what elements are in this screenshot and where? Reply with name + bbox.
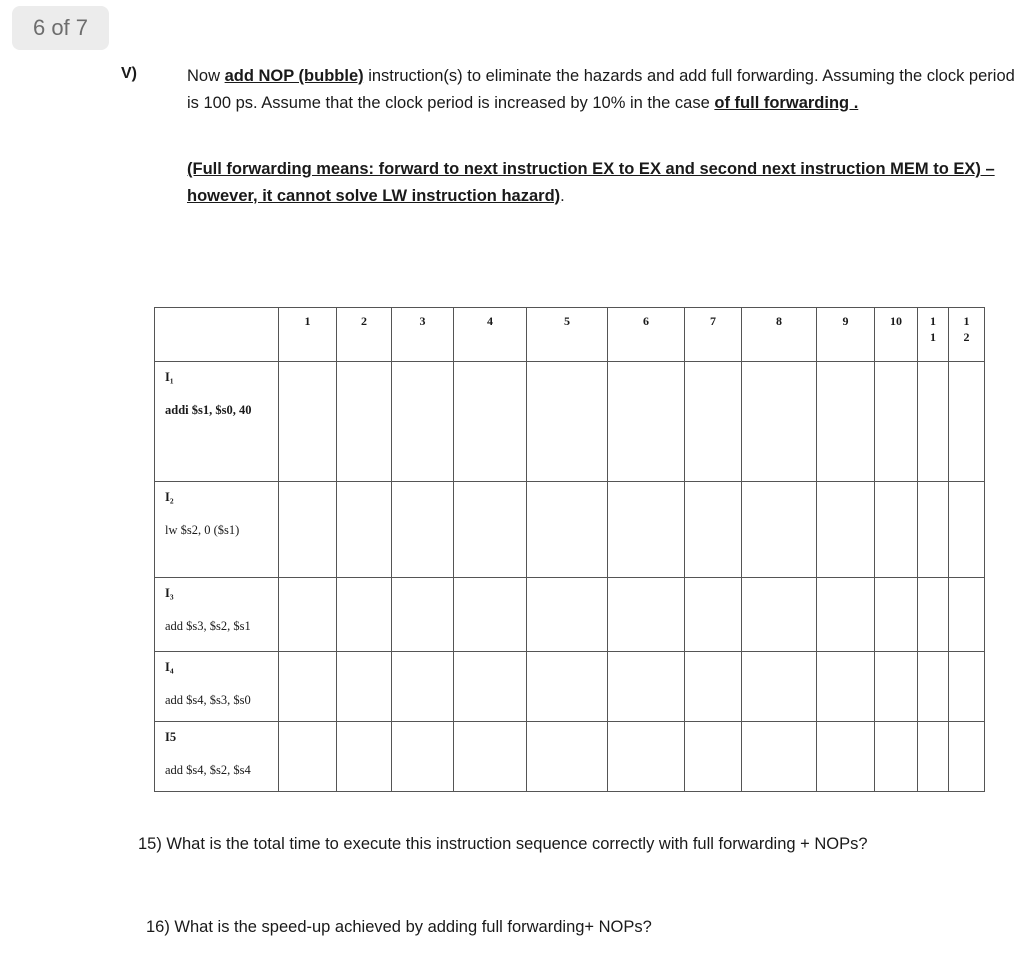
page-counter-badge: 6 of 7	[12, 6, 109, 50]
pipeline-cell[interactable]	[337, 482, 392, 578]
pipeline-cell[interactable]	[392, 482, 454, 578]
pipeline-cell[interactable]	[742, 482, 817, 578]
instruction-text: add $s4, $s3, $s0	[165, 693, 251, 707]
instruction-text: addi $s1, $s0, 40	[165, 403, 252, 417]
pipeline-cell[interactable]	[337, 362, 392, 482]
pipeline-cell[interactable]	[685, 482, 742, 578]
pipeline-cell[interactable]	[527, 578, 608, 652]
cycle-header-11: 1 1	[918, 308, 949, 362]
instruction-label-cell	[155, 482, 279, 578]
cycle-header-9: 9	[817, 308, 875, 362]
pipeline-cell[interactable]	[875, 362, 918, 482]
pipeline-cell[interactable]	[279, 362, 337, 482]
pipeline-cell[interactable]	[454, 652, 527, 722]
instruction-name: I₂	[165, 490, 174, 504]
pipeline-cell[interactable]	[454, 722, 527, 792]
question-16: 16) What is the speed-up achieved by adding full forwarding+ NOPs?	[146, 918, 652, 936]
pipeline-cell[interactable]	[685, 362, 742, 482]
pipeline-cell[interactable]	[392, 578, 454, 652]
pipeline-cell[interactable]	[454, 578, 527, 652]
pipeline-cell[interactable]	[454, 482, 527, 578]
pipeline-cell[interactable]	[337, 652, 392, 722]
intro-text-1: Now	[187, 67, 225, 85]
section-label: V)	[121, 65, 137, 82]
pipeline-cell[interactable]	[875, 722, 918, 792]
pipeline-cell[interactable]	[918, 578, 949, 652]
cycle-header-5: 5	[527, 308, 608, 362]
pipeline-cell[interactable]	[392, 722, 454, 792]
pipeline-cell[interactable]	[392, 362, 454, 482]
pipeline-cell[interactable]	[817, 482, 875, 578]
instruction-label-cell	[155, 722, 279, 792]
pipeline-cell[interactable]	[608, 722, 685, 792]
pipeline-cell[interactable]	[742, 362, 817, 482]
pipeline-cell[interactable]	[817, 362, 875, 482]
pipeline-cell[interactable]	[279, 652, 337, 722]
cycle-header-8: 8	[742, 308, 817, 362]
cycle-header-6: 6	[608, 308, 685, 362]
pipeline-cell[interactable]	[279, 722, 337, 792]
intro-text-2: instruction(s) to eliminate the hazards and add full forwarding. Assuming the clock period is 100 ps. Assume that the clock period is increased by 10% in the case	[187, 67, 1015, 112]
cycle-header-4: 4	[454, 308, 527, 362]
instruction-row	[155, 652, 985, 722]
pipeline-cell[interactable]	[392, 652, 454, 722]
pipeline-cell[interactable]	[454, 362, 527, 482]
pipeline-cell[interactable]	[608, 362, 685, 482]
pipeline-cell[interactable]	[608, 578, 685, 652]
forwarding-note	[187, 156, 1017, 210]
pipeline-cell[interactable]	[875, 578, 918, 652]
instruction-label-cell	[155, 362, 279, 482]
pipeline-cell[interactable]	[817, 578, 875, 652]
cycle-header-7: 7	[685, 308, 742, 362]
instruction-row	[155, 362, 985, 482]
pipeline-cell[interactable]	[875, 652, 918, 722]
pipeline-cell[interactable]	[875, 482, 918, 578]
instruction-name: I5	[165, 730, 177, 744]
cycle-header-12: 1 2	[949, 308, 985, 362]
pipeline-cell[interactable]	[527, 652, 608, 722]
pipeline-cell[interactable]	[949, 578, 985, 652]
instruction-text: add $s3, $s2, $s1	[165, 619, 251, 633]
instruction-label-cell	[155, 578, 279, 652]
forwarding-note-text: (Full forwarding means: forward to next instruction EX to EX and second next instruction MEM to EX) – however, it cannot solve LW instruction hazard)	[187, 160, 995, 205]
pipeline-cell[interactable]	[742, 722, 817, 792]
pipeline-cell[interactable]	[949, 652, 985, 722]
pipeline-cell[interactable]	[685, 652, 742, 722]
pipeline-cell[interactable]	[608, 482, 685, 578]
pipeline-cell[interactable]	[337, 578, 392, 652]
pipeline-cell[interactable]	[817, 722, 875, 792]
pipeline-cell[interactable]	[742, 578, 817, 652]
pipeline-cell[interactable]	[949, 722, 985, 792]
intro-paragraph	[187, 63, 1017, 117]
pipeline-cell[interactable]	[527, 722, 608, 792]
question-15: 15) What is the total time to execute this instruction sequence correctly with full forwarding + NOPs?	[138, 835, 868, 853]
instruction-name: I₄	[165, 660, 174, 674]
instruction-name: I₃	[165, 586, 174, 600]
instruction-text: lw $s2, 0 ($s1)	[165, 523, 240, 537]
cycle-header-1: 1	[279, 308, 337, 362]
header-row	[155, 308, 985, 362]
pipeline-cell[interactable]	[949, 482, 985, 578]
pipeline-cell[interactable]	[337, 722, 392, 792]
corner-cell	[155, 308, 279, 362]
pipeline-cell[interactable]	[817, 652, 875, 722]
cycle-header-2: 2	[337, 308, 392, 362]
instruction-row	[155, 578, 985, 652]
instruction-row	[155, 482, 985, 578]
pipeline-cell[interactable]	[279, 578, 337, 652]
instruction-row	[155, 722, 985, 792]
pipeline-cell[interactable]	[527, 362, 608, 482]
instruction-label-cell	[155, 652, 279, 722]
pipeline-cell[interactable]	[918, 722, 949, 792]
pipeline-cell[interactable]	[685, 578, 742, 652]
instruction-text: add $s4, $s2, $s4	[165, 763, 251, 777]
cycle-header-3: 3	[392, 308, 454, 362]
pipeline-cell[interactable]	[685, 722, 742, 792]
intro-emphasis-forwarding: of full forwarding .	[714, 94, 859, 112]
pipeline-table	[154, 307, 985, 792]
intro-emphasis-nop: add NOP (bubble)	[224, 67, 364, 85]
cycle-header-10: 10	[875, 308, 918, 362]
pipeline-cell[interactable]	[742, 652, 817, 722]
pipeline-cell[interactable]	[949, 362, 985, 482]
pipeline-cell[interactable]	[918, 482, 949, 578]
pipeline-cell[interactable]	[918, 362, 949, 482]
pipeline-cell[interactable]	[608, 652, 685, 722]
pipeline-cell[interactable]	[279, 482, 337, 578]
pipeline-cell[interactable]	[918, 652, 949, 722]
instruction-name: I₁	[165, 370, 174, 384]
pipeline-cell[interactable]	[527, 482, 608, 578]
forwarding-note-tail: .	[560, 187, 565, 205]
